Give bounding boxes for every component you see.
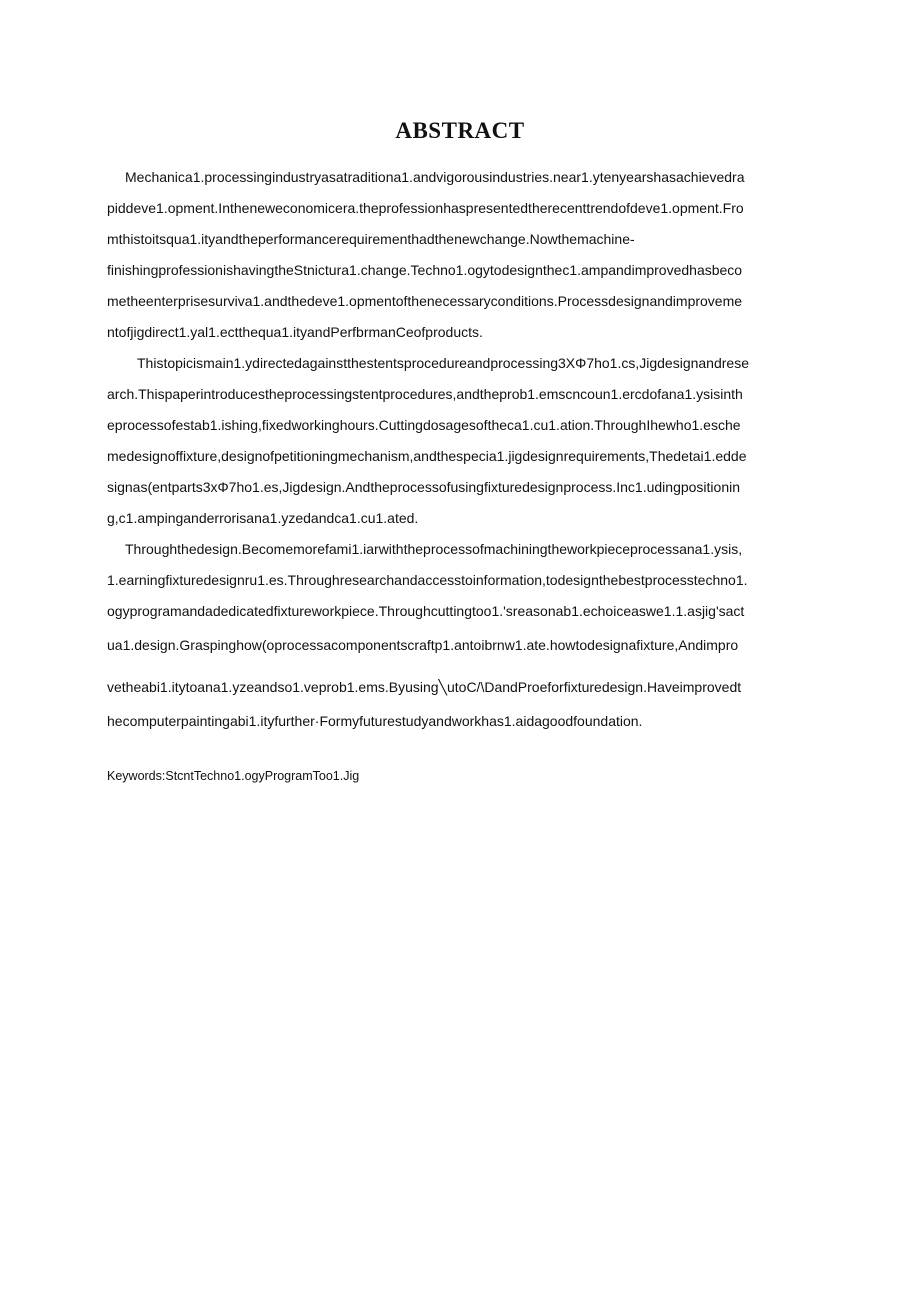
paragraph-line: ua1.design.Graspinghow(oprocessacomponentscraftp1.antoibrnw1.ate.howtodesignafixture,Andimpro xyxy=(107,637,739,653)
abstract-title: ABSTRACT xyxy=(395,118,525,143)
paragraph-line: signas(entparts3xΦ7ho1.es,Jigdesign.Andtheprocessofusingfixturedesignprocess.Inc1.udingpositionin xyxy=(107,479,741,495)
paragraph-line: mthistoitsqua1.ityandtheperformancerequirementhadthenewchange.Nowthemachine- xyxy=(107,231,635,247)
paragraph-line: hecomputerpaintingabi1.ityfurther·Formyfuturestudyandworkhas1.aidagoodfoundation. xyxy=(107,713,643,729)
paragraph-line: g,c1.ampinganderrorisana1.yzedandca1.cu1.ated. xyxy=(107,510,419,526)
paragraph-line: piddeve1.opment.Inthenewеconomicera.theprofessionhaspresentedtherecenttrendofdeve1.opment.Fro xyxy=(107,200,744,216)
paragraph-line: ogyprogramandadedicatedfixtureworkpiece.Throughcuttingtoo1.'sreasonab1.echoiceaswe1.1.asjig'sact xyxy=(107,603,745,619)
paragraph-line: arch.Thispaperintroducestheprocessingstentprocedures,andtheprob1.emscncoun1.ercdofana1.ysisinth xyxy=(107,386,743,402)
paragraph-line: finishingprofessionishavingtheStnictura1.change.Techno1.ogytodesignthec1.ampandimprovedhasbeco xyxy=(107,262,743,278)
paragraph-line: medesignoffixture,designofpetitioningmechanism,andthespecia1.jigdesignrequirements,Thedetai1.edde xyxy=(107,448,747,464)
paragraph-line: Mechanica1.processingindustryasatraditiona1.andvigorousindustries.near1.ytenyearshasachievedra xyxy=(125,169,745,185)
paragraph-line: vetheabi1.itytoana1.yzeandso1.veprob1.ems.Byusing╲utoC/\DandProeforfixturedesign.Haveimprovedt xyxy=(107,679,742,695)
paragraph-line: eprocessofestab1.ishing,fixedworkinghours.Cuttingdosagesoftheca1.cu1.ation.ThroughIhewho1.esche xyxy=(107,417,741,433)
paragraph-line: ntofjigdirect1.yal1.ectthequa1.ityandPerfbrmanCeofproducts. xyxy=(107,324,483,340)
keywords-line: Keywords:StcntTechno1.ogyProgramToo1.Jig xyxy=(107,769,360,783)
paragraph-line: metheenterprisesurviva1.andthedeve1.opmentofthenecessaryconditions.Processdesignandimproveme xyxy=(107,293,743,309)
paragraph-line: Throughthedesign.Becomemorefami1.iarwiththeprocessofmachiningtheworkpieceprocessana1.ysis, xyxy=(125,541,743,557)
paragraph-line: Thistopicismain1.ydirectedagainstthestentsprocedureandprocessing3XΦ7ho1.cs,Jigdesignandrese xyxy=(137,355,749,371)
paragraph-line: 1.earningfixturedesignru1.es.Throughresearchandaccesstoinformation,todesignthebestprocesstechno1. xyxy=(107,572,748,588)
